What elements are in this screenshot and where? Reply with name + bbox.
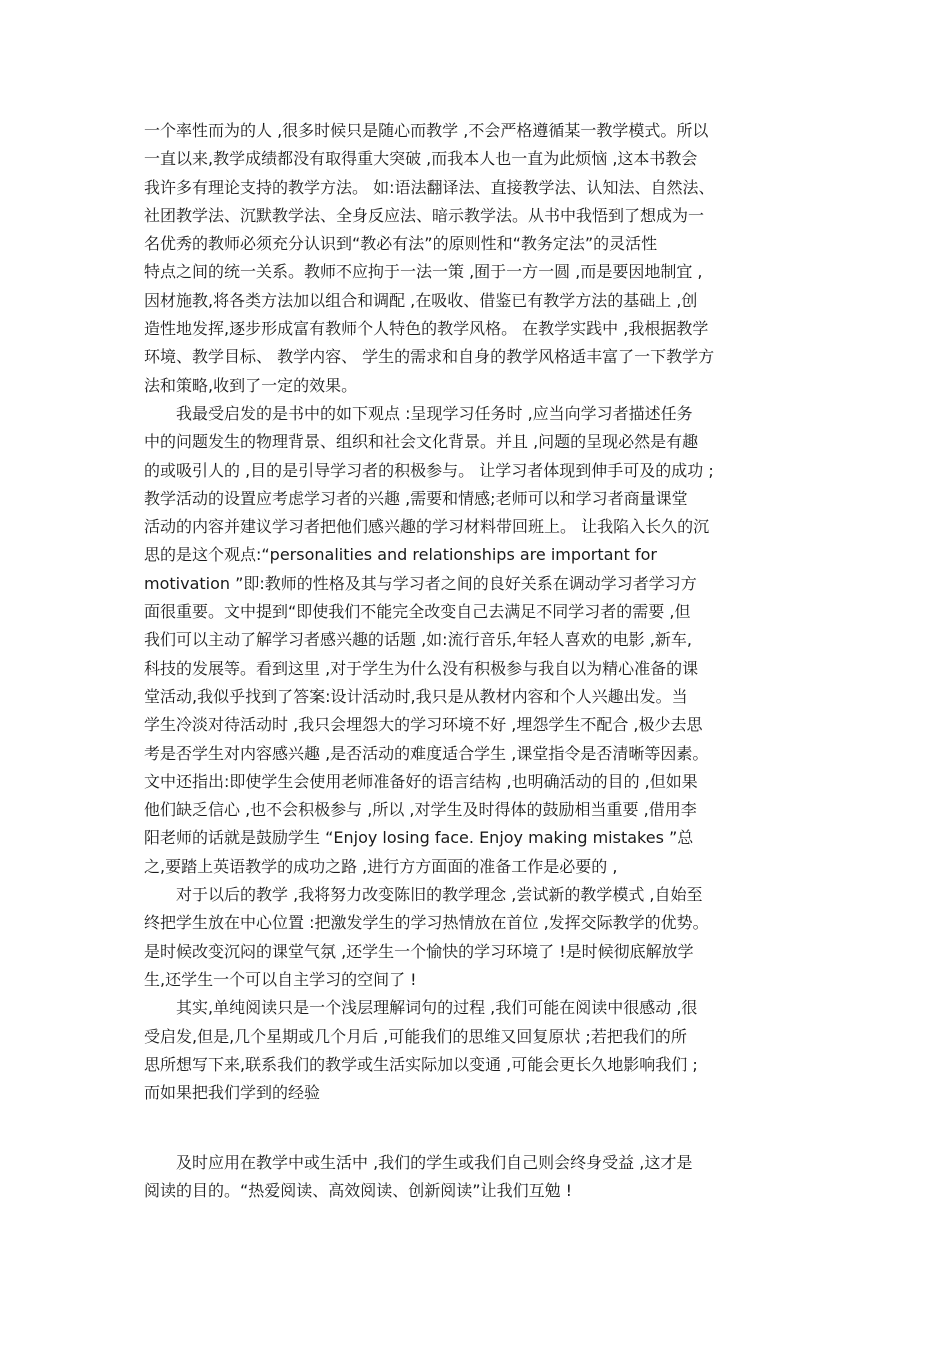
body-text-block-2 (144, 1149, 810, 1206)
text-line: 我许多有理论支持的教学方法。 如:语法翻译法、直接教学法、认知法、自然法、 (144, 177, 715, 197)
text-line: 考是否学生对内容感兴趣 ,是否活动的难度适合学生 ,课堂指令是否清晰等因素。 (144, 743, 709, 763)
text-line: 一个率性而为的人 ,很多时候只是随心而教学 ,不会严格遵循某一教学模式。所以 (144, 121, 709, 140)
body-text-block-1 (144, 117, 810, 1107)
text-line: 科技的发展等。看到这里 ,对于学生为什么没有积极参与我自以为精心准备的课 (144, 658, 699, 678)
text-line: 终把学生放在中心位置 :把激发学生的学习热情放在首位 ,发挥交际教学的优势。 (144, 913, 709, 933)
text-line: 堂活动,我似乎找到了答案:设计活动时,我只是从教材内容和个人兴趣出发。当 (144, 686, 688, 706)
text-line: 而如果把我们学到的经验 (144, 1083, 321, 1103)
text-line: 活动的内容并建议学习者把他们感兴趣的学习材料带回班上。 让我陷入长久的沉 (144, 517, 710, 537)
text-line: 名优秀的教师必须充分认识到“教必有法”的原则性和“教务定法”的灵活性 (144, 234, 658, 254)
text-line: 造性地发挥,逐步形成富有教师个人特色的教学风格。 在教学实践中 ,我根据教学 (144, 319, 709, 339)
text-line: 因材施教,将各类方法加以组合和调配 ,在吸收、借鉴已有教学方法的基础上 ,创 (144, 290, 698, 310)
text-line: 面很重要。文中提到“即使我们不能完全改变自己去满足不同学习者的需要 ,但 (144, 602, 691, 622)
text-line: 学生冷淡对待活动时 ,我只会埋怨大的学习环境不好 ,埋怨学生不配合 ,极少去思 (144, 715, 703, 735)
text-line: 文中还指出:即使学生会使用老师准备好的语言结构 ,也明确活动的目的 ,但如果 (144, 771, 698, 791)
text-line: 思的是这个观点:“personalities and relationships are important for (144, 545, 657, 565)
text-line: 阳老师的话就是鼓励学生 “Enjoy losing face. Enjoy making mistakes ”总 (144, 828, 694, 848)
text-line: 受启发,但是,几个星期或几个月后 ,可能我们的思维又回复原状 ;若把我们的所 (144, 1026, 687, 1046)
text-line: 对于以后的教学 ,我将努力改变陈旧的教学理念 ,尝试新的教学模式 ,自始至 (144, 885, 703, 905)
text-line: 的或吸引人的 ,目的是引导学习者的积极参与。 让学习者体现到伸手可及的成功 ; (144, 460, 714, 480)
text-line: 其实,单纯阅读只是一个浅层理解词句的过程 ,我们可能在阅读中很感动 ,很 (144, 998, 698, 1018)
text-line: 是时候改变沉闷的课堂气氛 ,还学生一个愉快的学习环境了 !是时候彻底解放学 (144, 941, 694, 961)
text-line: motivation ”即:教师的性格及其与学习者之间的良好关系在调动学习者学习方 (144, 573, 697, 593)
text-line: 我最受启发的是书中的如下观点 :呈现学习任务时 ,应当向学习者描述任务 (144, 403, 693, 423)
text-line: 及时应用在教学中或生活中 ,我们的学生或我们自己则会终身受益 ,这才是 (144, 1153, 693, 1172)
text-line: 他们缺乏信心 ,也不会积极参与 ,所以 ,对学生及时得体的鼓励相当重要 ,借用李 (144, 800, 697, 820)
text-line: 我们可以主动了解学习者感兴趣的话题 ,如:流行音乐,年轻人喜欢的电影 ,新车, (144, 630, 692, 650)
text-line: 阅读的目的。“热爱阅读、高效阅读、创新阅读”让我们互勉 ! (144, 1181, 573, 1201)
text-line: 一直以来,教学成绩都没有取得重大突破 ,而我本人也一直为此烦恼 ,这本书教会 (144, 149, 698, 169)
text-line: 之,要踏上英语教学的成功之路 ,进行方方面面的准备工作是必要的 , (144, 856, 618, 876)
text-line: 特点之间的统一关系。教师不应拘于一法一策 ,囿于一方一圆 ,而是要因地制宜 , (144, 262, 703, 282)
text-line: 思所想写下来,联系我们的教学或生活实际加以变通 ,可能会更长久地影响我们 ; (144, 1054, 698, 1074)
text-line: 生,还学生一个可以自主学习的空间了 ! (144, 969, 417, 989)
text-line: 中的问题发生的物理背景、组织和社会文化背景。并且 ,问题的呈现必然是有趣 (144, 432, 699, 452)
text-line: 法和策略,收到了一定的效果。 (144, 375, 358, 395)
text-line: 环境、教学目标、 教学内容、 学生的需求和自身的教学风格适丰富了一下教学方 (144, 347, 715, 367)
text-line: 教学活动的设置应考虑学习者的兴趣 ,需要和情感;老师可以和学习者商量课堂 (144, 488, 688, 508)
text-line: 社团教学法、沉默教学法、全身反应法、暗示教学法。从书中我悟到了想成为一 (144, 205, 705, 225)
